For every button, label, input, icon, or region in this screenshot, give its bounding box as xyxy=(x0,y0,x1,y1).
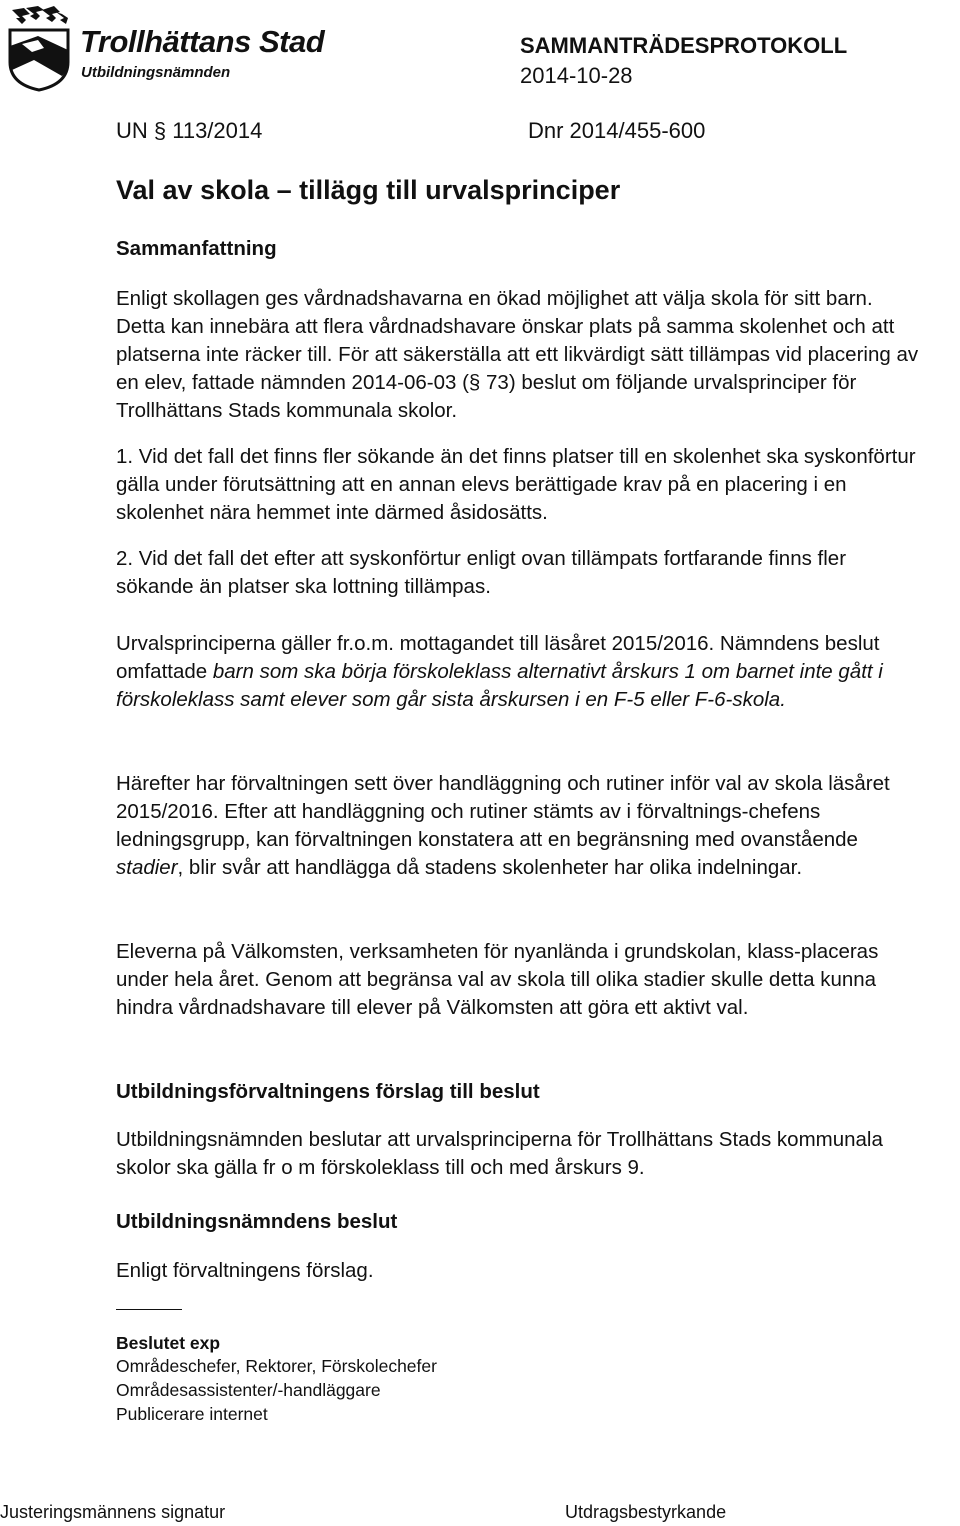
paragraph-principle-2: 2. Vid det fall det efter att syskonförtur enligt ovan tillämpats fortfarande finns fler sökande än platser ska lottning tillämpas. xyxy=(116,547,847,598)
paragraph-principle-1: 1. Vid det fall det finns fler sökande än det finns platser till en skolenhet ska syskonförtur gälla under förutsättning att en annan elevs berättigade krav på en placering i en skolenhet nära hemmet inte därmed åsidosätts. xyxy=(116,445,916,524)
footer-extract-label: Utdragsbestyrkande xyxy=(565,1502,727,1522)
diary-number: Dnr 2014/455-600 xyxy=(528,118,706,143)
paragraph-decision: Enligt förvaltningens förslag. xyxy=(116,1259,374,1282)
footer-signature-label: Justeringsmännens signatur xyxy=(0,1502,226,1522)
paragraph-summary: Enligt skollagen ges vårdnadshavarna en ökad möjlighet att välja skola för sitt barn. Detta kan innebära att flera vårdnadshavare önskar plats på samma skolenhet och att platserna inte räcker till. För att säkerställa att ett likvärdigt sätt tillämpas vid placering av en elev, fattade nämnden 2014-06-03 (§ 73) beslut om följande urvalsprinciper för Trollhättans Stads kommunala skolor. xyxy=(116,287,919,422)
section-heading-forslag: Utbildningsförvaltningens förslag till beslut xyxy=(116,1080,540,1103)
paragraph-scope xyxy=(116,630,926,714)
paragraph-review xyxy=(116,770,926,882)
municipality-logo xyxy=(4,4,74,92)
paragraph-number: UN § 113/2014 xyxy=(116,118,263,143)
divider xyxy=(116,1309,182,1310)
org-name: Trollhättans Stad xyxy=(80,24,325,59)
paragraph-review-end: , blir svår att handlägga då stadens skolenheter har olika indelningar. xyxy=(177,856,803,879)
paragraph-scope-italic: barn som ska börja förskoleklass alternativt årskurs 1 om barnet inte gått i förskoleklass samt elever som går sista årskursen i en F-5 eller F-6-skola. xyxy=(116,660,883,711)
expedition-recipient: Områdeschefer, Rektorer, Förskolechefer xyxy=(116,1356,437,1376)
paragraph-proposal: Utbildningsnämnden beslutar att urvalsprinciperna för Trollhättans Stads kommunala skolor ska gälla fr o m förskoleklass till och med årskurs 9. xyxy=(116,1128,883,1179)
expedition-recipient: Publicerare internet xyxy=(116,1404,268,1424)
section-heading-beslut: Utbildningsnämndens beslut xyxy=(116,1210,398,1233)
expedition-title: Beslutet exp xyxy=(116,1333,221,1353)
paragraph-valkomsten: Eleverna på Välkomsten, verksamheten för nyanlända i grundskolan, klass-placeras under hela året. Genom att begränsa val av skola till olika stadier skulle detta kunna hindra vårdnadshavare till elever på Välkomsten att göra ett aktivt val. xyxy=(116,940,879,1019)
document-type: SAMMANTRÄDESPROTOKOLL xyxy=(520,33,848,58)
paragraph-review-italic: stadier xyxy=(116,856,178,879)
org-subtitle: Utbildningsnämnden xyxy=(81,64,231,81)
document-date: 2014-10-28 xyxy=(520,63,633,88)
page-title: Val av skola – tillägg till urvalsprinciper xyxy=(116,175,621,205)
expedition-recipient: Områdesassistenter/-handläggare xyxy=(116,1380,381,1400)
paragraph-review-text: Härefter har förvaltningen sett över handläggning och rutiner inför val av skola läsåret 2015/2016. Efter att handläggning och rutiner stämts av i förvaltnings-chefens ledningsgrupp, kan förvaltningen konstatera att en begränsning med ovanstående xyxy=(116,772,890,851)
section-heading-sammanfattning: Sammanfattning xyxy=(116,237,277,260)
paragraph-scope-text: Urvalsprinciperna gäller fr.o.m. mottagandet till läsåret 2015/2016. Nämndens beslut omfattade xyxy=(116,632,880,683)
